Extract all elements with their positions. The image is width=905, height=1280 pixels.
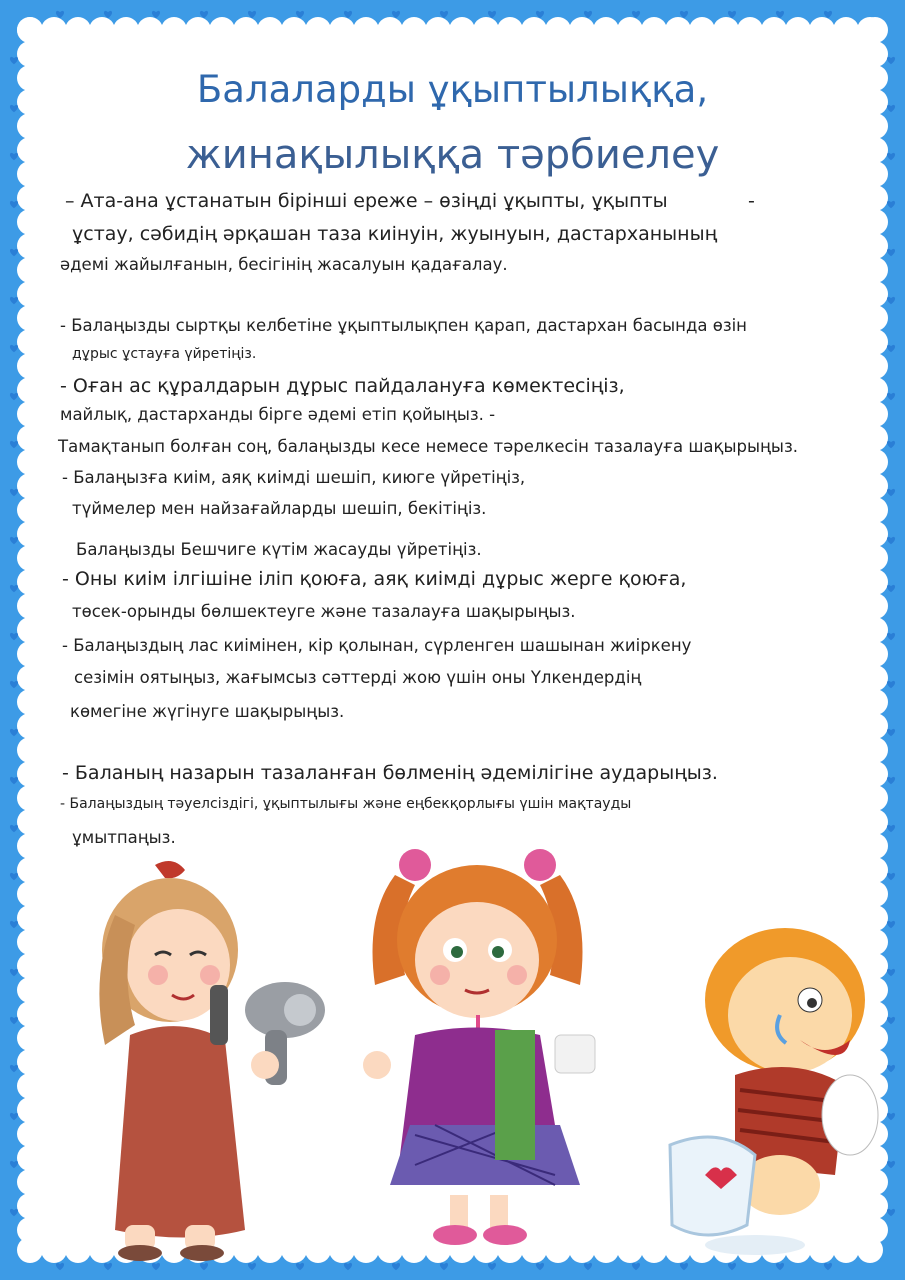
heart-icon bbox=[10, 969, 18, 976]
heart-icon bbox=[887, 921, 895, 928]
heart-icon bbox=[392, 1263, 400, 1270]
paragraph-line: дұрыс ұстауға үйретіңіз. bbox=[72, 346, 257, 362]
heart-icon bbox=[10, 345, 18, 352]
heart-icon bbox=[680, 11, 688, 18]
heart-icon bbox=[248, 11, 256, 18]
heart-icon bbox=[887, 489, 895, 496]
paragraph-line: сезімін оятыңыз, жағымсыз сәттерді жою үшін оны Үлкендердің bbox=[74, 668, 642, 687]
paragraph-line: майлық, дастарханды бірге әдемі етіп қойыңыз. - bbox=[60, 405, 496, 424]
title-line-2: жинақылыққа тәрбиелеу bbox=[185, 132, 720, 178]
heart-icon bbox=[56, 11, 64, 18]
heart-icon bbox=[632, 11, 640, 18]
heart-icon bbox=[344, 11, 352, 18]
heart-icon bbox=[10, 537, 18, 544]
girl-with-hairdryer-illustration bbox=[60, 855, 340, 1265]
heart-icon bbox=[887, 681, 895, 688]
heart-icon bbox=[10, 57, 18, 64]
heart-icon bbox=[887, 1113, 895, 1120]
paragraph-line: Балаңызды Бешчиге күтім жасауды үйретіңіз. bbox=[76, 540, 482, 559]
heart-icon bbox=[10, 1017, 18, 1024]
heart-icon bbox=[536, 1263, 544, 1270]
heart-icon bbox=[200, 11, 208, 18]
paragraph-line: ұмытпаңыз. bbox=[72, 828, 176, 847]
girl-with-hanger-illustration bbox=[355, 835, 615, 1255]
heart-icon bbox=[440, 1263, 448, 1270]
heart-icon bbox=[887, 297, 895, 304]
paragraph-line: - Балаңыздың лас киімінен, кір қолынан, сүрленген шашынан жиіркену bbox=[62, 636, 692, 655]
heart-icon bbox=[10, 921, 18, 928]
heart-icon bbox=[10, 873, 18, 880]
heart-icon bbox=[887, 57, 895, 64]
heart-icon bbox=[10, 1113, 18, 1120]
paragraph-line: - bbox=[748, 190, 755, 212]
heart-icon bbox=[887, 1017, 895, 1024]
heart-icon bbox=[824, 11, 832, 18]
paragraph-line: - Балаңызды сыртқы келбетіне ұқыптылықпен қарап, дастархан басында өзін bbox=[60, 316, 747, 335]
paragraph-line: Тамақтанып болған соң, балаңызды кесе немесе тәрелкесін тазалауға шақырыңыз. bbox=[58, 437, 798, 456]
heart-icon bbox=[887, 777, 895, 784]
heart-icon bbox=[10, 1209, 18, 1216]
heart-icon bbox=[10, 585, 18, 592]
heart-icon bbox=[776, 1263, 784, 1270]
heart-icon bbox=[10, 633, 18, 640]
heart-icon bbox=[887, 825, 895, 832]
heart-icon bbox=[680, 1263, 688, 1270]
paragraph-line: әдемі жайылғанын, бесігінің жасалуын қадағалау. bbox=[60, 255, 508, 274]
heart-icon bbox=[488, 11, 496, 18]
heart-icon bbox=[10, 249, 18, 256]
paragraph-line: - Балаңыздың тәуелсіздігі, ұқыптылығы және еңбекқорлығы үшін мақтауды bbox=[60, 796, 632, 812]
heart-icon bbox=[10, 489, 18, 496]
paragraph-line: төсек-орынды бөлшектеуге және тазалауға шақырыңыз. bbox=[72, 602, 576, 621]
paragraph-line: - Баланың назарын тазаланған бөлменің әдемілігіне аударыңыз. bbox=[62, 762, 718, 784]
heart-icon bbox=[584, 11, 592, 18]
heart-icon bbox=[776, 11, 784, 18]
heart-icon bbox=[887, 1161, 895, 1168]
paragraph-line: - Оған ас құралдарын дұрыс пайдалануға көмектесіңіз, bbox=[60, 375, 625, 397]
paragraph-line: ұстау, сәбидің әрқашан таза киінуін, жуынуын, дастарханының bbox=[72, 223, 718, 245]
heart-icon bbox=[824, 1263, 832, 1270]
heart-icon bbox=[152, 11, 160, 18]
title-line-1: Балаларды ұқыптылыққа, bbox=[196, 68, 709, 111]
heart-icon bbox=[887, 537, 895, 544]
heart-icon bbox=[10, 441, 18, 448]
paragraph-line: - Оны киім ілгішіне іліп қоюға, аяқ киімді дұрыс жерге қоюға, bbox=[62, 568, 687, 590]
heart-icon bbox=[584, 1263, 592, 1270]
heart-icon bbox=[104, 11, 112, 18]
heart-icon bbox=[887, 729, 895, 736]
heart-icon bbox=[887, 1065, 895, 1072]
heart-icon bbox=[887, 633, 895, 640]
paragraph-line: - Балаңызға киім, аяқ киімді шешіп, киюге үйретіңіз, bbox=[62, 468, 526, 487]
heart-icon bbox=[887, 873, 895, 880]
heart-icon bbox=[887, 249, 895, 256]
heart-icon bbox=[344, 1263, 352, 1270]
paragraph-line: – Ата-ана ұстанатын бірінші ереже – өзіңді ұқыпты, ұқыпты bbox=[65, 190, 668, 212]
heart-icon bbox=[10, 729, 18, 736]
heart-icon bbox=[887, 345, 895, 352]
heart-icon bbox=[632, 1263, 640, 1270]
heart-icon bbox=[887, 969, 895, 976]
paragraph-line: көмегіне жүгінуге шақырыңыз. bbox=[70, 702, 345, 721]
heart-icon bbox=[10, 777, 18, 784]
heart-icon bbox=[10, 681, 18, 688]
heart-icon bbox=[10, 393, 18, 400]
heart-icon bbox=[887, 585, 895, 592]
heart-icon bbox=[10, 201, 18, 208]
boy-with-potty-illustration bbox=[660, 915, 885, 1260]
heart-icon bbox=[392, 11, 400, 18]
heart-icon bbox=[10, 825, 18, 832]
heart-icon bbox=[887, 1209, 895, 1216]
heart-icon bbox=[10, 297, 18, 304]
heart-icon bbox=[728, 1263, 736, 1270]
paragraph-line: түймелер мен найзағайларды шешіп, бекітіңіз. bbox=[72, 499, 487, 518]
heart-icon bbox=[488, 1263, 496, 1270]
heart-icon bbox=[296, 11, 304, 18]
heart-icon bbox=[440, 11, 448, 18]
heart-icon bbox=[536, 11, 544, 18]
heart-icon bbox=[728, 11, 736, 18]
heart-icon bbox=[10, 1161, 18, 1168]
heart-icon bbox=[887, 393, 895, 400]
heart-icon bbox=[887, 201, 895, 208]
heart-icon bbox=[887, 441, 895, 448]
heart-icon bbox=[10, 1065, 18, 1072]
